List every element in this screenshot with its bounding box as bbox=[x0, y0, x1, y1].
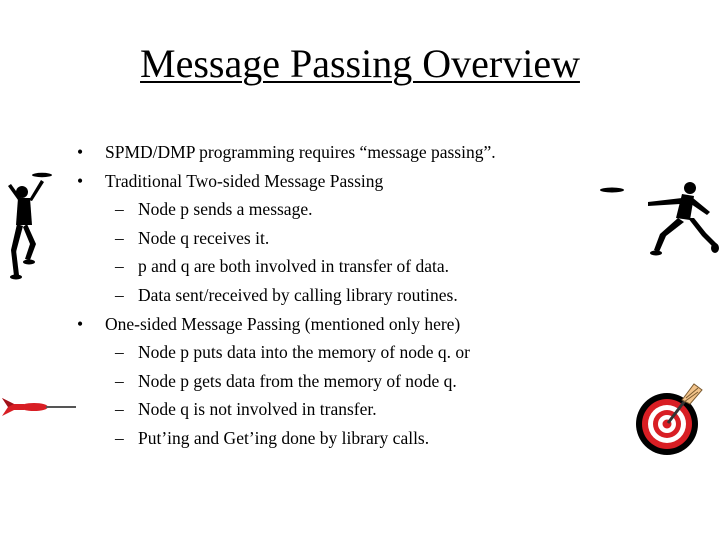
bullet-marker: • bbox=[77, 313, 84, 334]
bullet-text: Node p puts data into the memory of node q. or bbox=[138, 342, 470, 363]
bullet-marker: • bbox=[77, 142, 84, 162]
bullet-list bbox=[75, 138, 675, 453]
sub-bullet-item bbox=[75, 281, 675, 310]
bullet-text: Node p sends a message. bbox=[138, 199, 313, 220]
slide-title bbox=[0, 40, 720, 88]
bullet-text: Data sent/received by calling library routines. bbox=[138, 284, 458, 305]
bullet-text: Node p gets data from the memory of node q. bbox=[138, 370, 457, 391]
bullet-text: One-sided Message Passing (mentioned only here) bbox=[105, 313, 461, 334]
bullet-text: SPMD/DMP programming requires “message passing”. bbox=[105, 142, 496, 162]
bullet-item bbox=[75, 310, 675, 339]
sub-bullet-item bbox=[75, 252, 675, 281]
sub-bullet-item bbox=[75, 224, 675, 253]
bullet-text: p and q are both involved in transfer of data. bbox=[138, 256, 450, 277]
sub-bullet-item bbox=[75, 367, 675, 396]
bullet-text: Put’ing and Get’ing done by library calls. bbox=[138, 427, 430, 448]
bullet-text: Node q receives it. bbox=[138, 227, 270, 248]
sub-bullet-item bbox=[75, 424, 675, 453]
catching-person-icon bbox=[2, 170, 54, 282]
slide-title-text: Message Passing Overview bbox=[140, 41, 580, 86]
bullet-text: Traditional Two-sided Message Passing bbox=[105, 170, 384, 191]
bullet-marker: • bbox=[77, 170, 84, 191]
dart-icon bbox=[0, 394, 80, 420]
bullet-marker: – bbox=[115, 199, 124, 220]
sub-bullet-item bbox=[75, 338, 675, 367]
bullet-marker: – bbox=[115, 427, 124, 448]
sub-bullet-item bbox=[75, 195, 675, 224]
bullet-item bbox=[75, 138, 675, 167]
throwing-person-icon bbox=[598, 178, 720, 258]
bullet-marker: – bbox=[115, 256, 124, 277]
bullet-marker: – bbox=[115, 227, 124, 248]
bullet-marker: – bbox=[115, 399, 124, 420]
sub-bullet-item bbox=[75, 395, 675, 424]
dartboard-target-icon bbox=[632, 380, 712, 460]
bullet-text: Node q is not involved in transfer. bbox=[138, 399, 377, 420]
bullet-marker: – bbox=[115, 370, 124, 391]
bullet-marker: – bbox=[115, 284, 124, 305]
bullet-item bbox=[75, 167, 675, 196]
bullet-marker: – bbox=[115, 342, 124, 363]
